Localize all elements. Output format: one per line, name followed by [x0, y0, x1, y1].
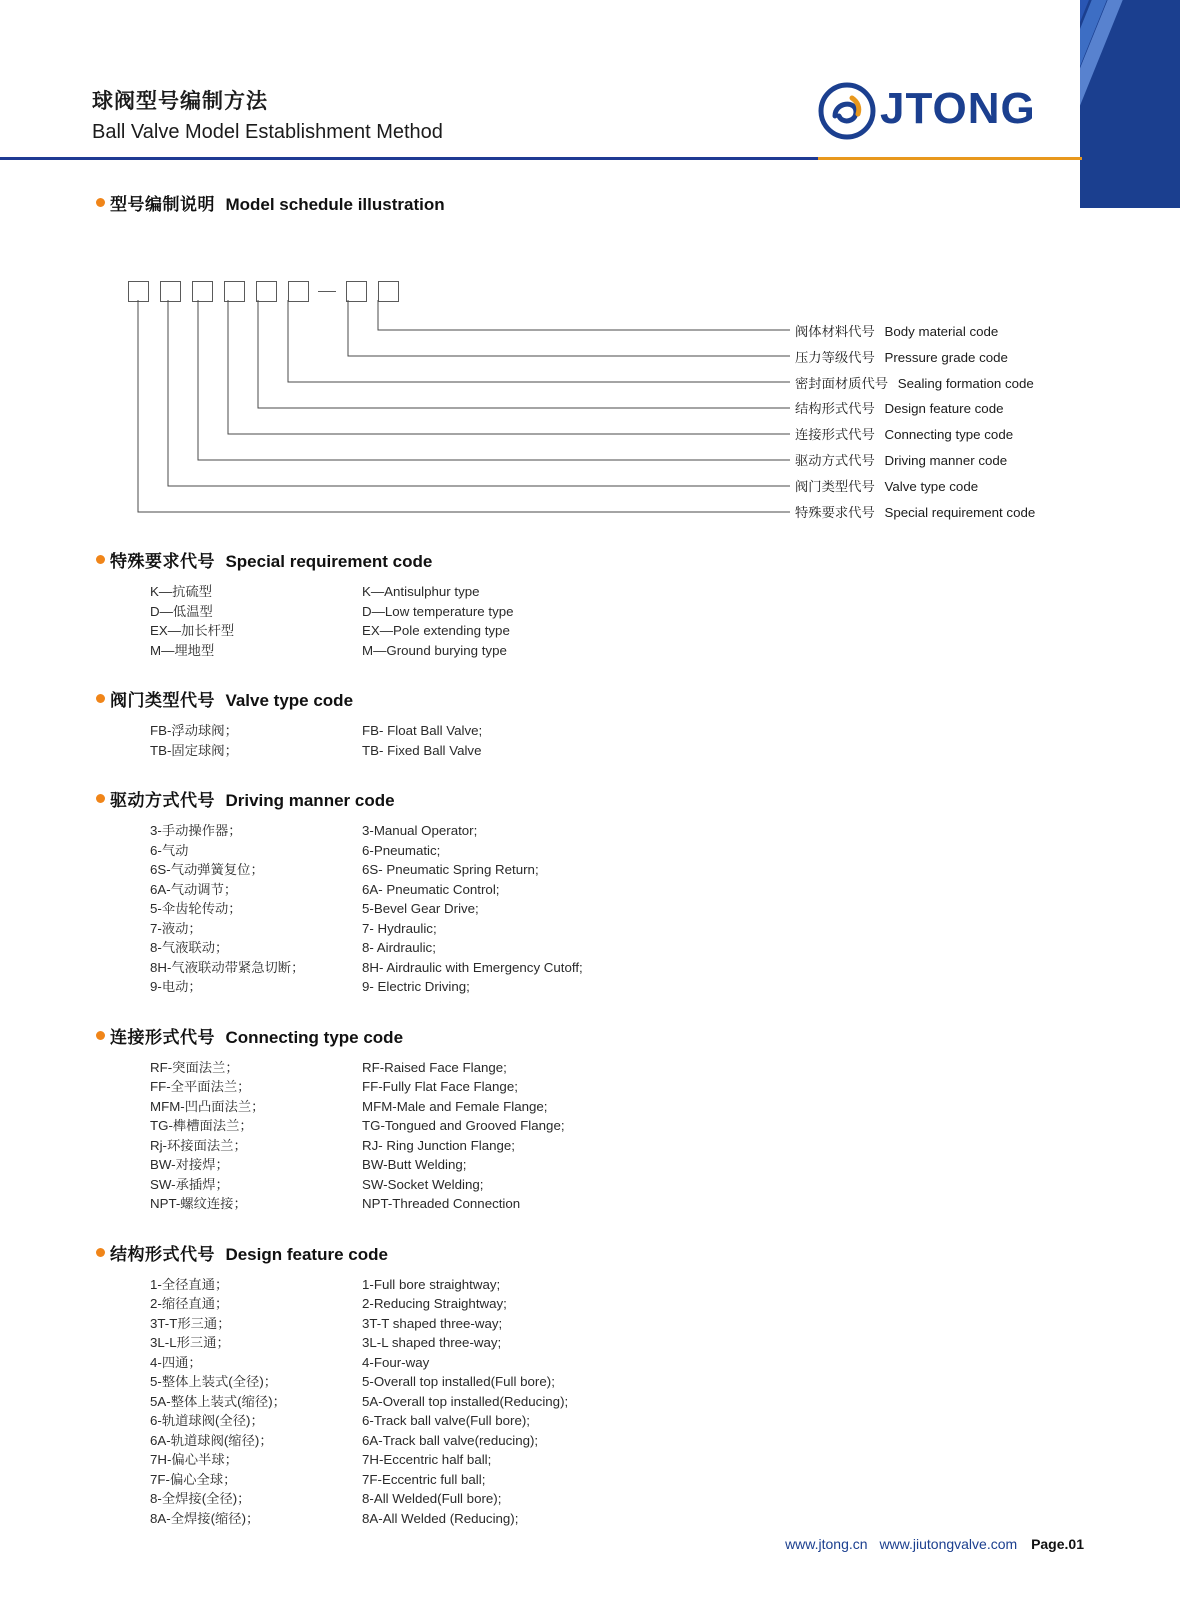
diagram-label-cn: 驱动方式代号 — [795, 452, 875, 468]
section-heading-cn: 连接形式代号 — [110, 1027, 215, 1047]
section-heading — [0, 1240, 1180, 1265]
bullet-icon — [96, 555, 105, 564]
list-item-en: 8- Airdraulic; — [362, 940, 436, 955]
diagram-label-cn: 连接形式代号 — [795, 427, 875, 443]
diagram-label-cn: 压力等级代号 — [795, 349, 875, 365]
company-logo — [818, 82, 1068, 140]
code-list — [0, 1058, 1180, 1214]
diagram-label-en: Valve type code — [884, 478, 979, 494]
list-item — [150, 1058, 1180, 1078]
bullet-icon — [96, 1248, 105, 1257]
page-title-cn: 球阀型号编制方法 — [92, 90, 268, 113]
list-item-cn: 9-电动； — [150, 979, 202, 994]
list-item-en: 8A-All Welded (Reducing); — [362, 1510, 519, 1526]
code-list — [0, 821, 1180, 997]
section-special-requirement — [0, 547, 1180, 660]
list-item — [150, 1470, 1180, 1490]
list-item — [150, 1509, 1180, 1529]
list-item-cn: NPT-螺纹连接； — [150, 1196, 247, 1211]
code-list — [0, 1275, 1180, 1529]
section-heading-en: Design feature code — [225, 1244, 388, 1264]
diagram-label-en: Driving manner code — [884, 452, 1008, 468]
section-heading — [0, 547, 1180, 572]
list-item — [150, 1314, 1180, 1334]
section-driving-manner — [0, 786, 1180, 997]
list-item-cn: 1-全径直通； — [150, 1276, 229, 1292]
section-design-feature — [0, 1240, 1180, 1529]
list-item-en: MFM-Male and Female Flange; — [362, 1098, 548, 1114]
list-item — [150, 1275, 1180, 1295]
header-banner-graphic — [1080, 0, 1180, 208]
list-item-en: TG-Tongued and Grooved Flange; — [362, 1118, 565, 1133]
list-item-en: M—Ground burying type — [362, 642, 507, 658]
section-heading — [0, 1023, 1180, 1048]
diagram-label — [795, 319, 1035, 345]
list-item-cn: 6-气动 — [150, 842, 189, 858]
diagram-label — [795, 474, 1035, 500]
list-item — [150, 1136, 1180, 1156]
list-item — [150, 1116, 1180, 1136]
list-item-cn: 8A-全焊接(缩径)； — [150, 1510, 260, 1526]
list-item-en: 3T-T shaped three-way; — [362, 1315, 503, 1331]
diagram-label-en: Connecting type code — [884, 427, 1014, 443]
diagram-label — [795, 371, 1035, 397]
list-item-en: EX—Pole extending type — [362, 623, 510, 638]
list-item-en: 6-Track ball valve(Full bore); — [362, 1413, 530, 1428]
list-item — [150, 1489, 1180, 1509]
diagram-label-cn: 密封面材质代号 — [795, 375, 889, 391]
list-item-en: 8-All Welded(Full bore); — [362, 1491, 502, 1506]
list-item — [150, 1194, 1180, 1214]
list-item-cn: 2-缩径直通； — [150, 1296, 229, 1311]
logo-swirl-icon — [818, 82, 876, 140]
list-item-en: 1-Full bore straightway; — [362, 1276, 501, 1292]
list-item — [150, 1372, 1180, 1392]
list-item-en: 6A-Track ball valve(reducing); — [362, 1432, 539, 1448]
footer-url-secondary[interactable]: www.jiutongvalve.com — [879, 1536, 1018, 1552]
code-list — [0, 721, 1180, 760]
diagram-label-cn: 特殊要求代号 — [795, 504, 875, 520]
list-item-en: 7H-Eccentric half ball; — [362, 1452, 492, 1467]
list-item-cn: 7H-偏心半球； — [150, 1452, 238, 1467]
list-item-en: RJ- Ring Junction Flange; — [362, 1137, 515, 1153]
list-item-en: 4-Four-way — [362, 1354, 430, 1370]
section-heading-cn: 驱动方式代号 — [110, 791, 215, 810]
section-heading — [0, 190, 1180, 215]
list-item-cn: 3-手动操作器； — [150, 823, 242, 838]
list-item — [150, 741, 1180, 761]
list-item-cn: BW-对接焊； — [150, 1157, 229, 1172]
list-item-en: K—Antisulphur type — [362, 584, 480, 599]
list-item — [150, 958, 1180, 978]
diagram-label-en: Sealing formation code — [897, 375, 1034, 391]
list-item — [150, 621, 1180, 641]
list-item — [150, 582, 1180, 602]
section-model-schedule — [0, 190, 1180, 525]
list-item-en: 5-Bevel Gear Drive; — [362, 901, 479, 916]
list-item-en: 6-Pneumatic; — [362, 842, 441, 858]
list-item-cn: 3T-T形三通； — [150, 1315, 231, 1331]
list-item — [150, 1155, 1180, 1175]
list-item-cn: 6A-轨道球阀(缩径)； — [150, 1432, 273, 1448]
list-item-cn: M—埋地型 — [150, 642, 215, 658]
list-item — [150, 641, 1180, 661]
list-item — [150, 860, 1180, 880]
header-titles — [92, 88, 443, 146]
list-item — [150, 1411, 1180, 1431]
list-item-en: 3-Manual Operator; — [362, 823, 478, 838]
list-item — [150, 1097, 1180, 1117]
list-item-cn: 6-轨道球阀(全径)； — [150, 1413, 264, 1428]
list-item-cn: FB-浮动球阀； — [150, 723, 238, 738]
list-item — [150, 1077, 1180, 1097]
bullet-icon — [96, 694, 105, 703]
list-item-cn: 5-整体上装式(全径)； — [150, 1374, 278, 1389]
diagram-label-cn: 结构形式代号 — [795, 401, 875, 417]
page-header — [0, 0, 1180, 160]
list-item-cn: 7F-偏心全球； — [150, 1471, 237, 1487]
diagram-label-en: Pressure grade code — [884, 349, 1008, 365]
list-item-cn: 3L-L形三通； — [150, 1335, 230, 1350]
section-heading-en: Special requirement code — [225, 552, 433, 571]
list-item — [150, 1450, 1180, 1470]
logo-wordmark: JTONG — [880, 84, 1036, 133]
section-heading-cn: 结构形式代号 — [110, 1244, 215, 1264]
model-code-diagram — [0, 225, 1180, 525]
page-content — [0, 190, 1180, 1534]
list-item-en: NPT-Threaded Connection — [362, 1196, 521, 1211]
list-item-cn: Rj-环接面法兰； — [150, 1137, 247, 1153]
list-item-en: FB- Float Ball Valve; — [362, 723, 483, 738]
list-item-en: 7- Hydraulic; — [362, 920, 437, 936]
section-heading-cn: 阀门类型代号 — [110, 691, 215, 710]
list-item — [150, 1294, 1180, 1314]
list-item-cn: TG-榫槽面法兰； — [150, 1118, 253, 1133]
list-item-en: D—Low temperature type — [362, 603, 514, 619]
section-heading-en: Driving manner code — [225, 791, 395, 810]
bullet-icon — [96, 198, 105, 207]
list-item-en: 8H- Airdraulic with Emergency Cutoff; — [362, 959, 583, 975]
list-item-en: TB- Fixed Ball Valve — [362, 742, 482, 758]
list-item — [150, 1333, 1180, 1353]
list-item — [150, 721, 1180, 741]
list-item — [150, 977, 1180, 997]
list-item-en: RF-Raised Face Flange; — [362, 1059, 507, 1075]
list-item — [150, 938, 1180, 958]
section-heading-en: Model schedule illustration — [225, 195, 445, 214]
list-item-cn: TB-固定球阀； — [150, 742, 238, 758]
list-item — [150, 1431, 1180, 1451]
list-item-cn: 4-四通； — [150, 1354, 202, 1370]
page-number: Page.01 — [1031, 1536, 1084, 1552]
list-item — [150, 841, 1180, 861]
list-item-cn: 5-伞齿轮传动； — [150, 901, 242, 916]
list-item-en: 3L-L shaped three-way; — [362, 1335, 502, 1350]
list-item-en: BW-Butt Welding; — [362, 1157, 467, 1172]
bullet-icon — [96, 1031, 105, 1040]
list-item-cn: 5A-整体上装式(缩径)； — [150, 1393, 286, 1409]
list-item — [150, 602, 1180, 622]
list-item-cn: SW-承插焊； — [150, 1176, 229, 1192]
list-item-cn: MFM-凹凸面法兰； — [150, 1098, 265, 1114]
diagram-label — [795, 396, 1035, 422]
section-heading — [0, 786, 1180, 811]
list-item — [150, 1353, 1180, 1373]
diagram-label-en: Special requirement code — [884, 504, 1036, 520]
diagram-label-en: Design feature code — [884, 401, 1004, 417]
page-title-en: Ball Valve Model Establishment Method — [92, 121, 443, 143]
list-item-cn: 8-气液联动； — [150, 940, 229, 955]
list-item — [150, 821, 1180, 841]
section-heading-cn: 特殊要求代号 — [110, 552, 215, 571]
diagram-label-cn: 阀体材料代号 — [795, 324, 875, 339]
list-item-cn: 7-液动； — [150, 920, 202, 936]
list-item-cn: 6A-气动调节； — [150, 881, 238, 897]
diagram-label — [795, 422, 1035, 448]
section-heading-cn: 型号编制说明 — [110, 195, 215, 214]
list-item-cn: K—抗硫型 — [150, 584, 213, 599]
list-item — [150, 1175, 1180, 1195]
list-item-cn: 8H-气液联动带紧急切断； — [150, 959, 305, 975]
list-item — [150, 919, 1180, 939]
diagram-label-cn: 阀门类型代号 — [795, 478, 875, 494]
list-item-cn: 8-全焊接(全径)； — [150, 1491, 251, 1506]
list-item-cn: FF-全平面法兰； — [150, 1079, 251, 1094]
list-item-en: FF-Fully Flat Face Flange; — [362, 1079, 518, 1094]
code-list — [0, 582, 1180, 660]
list-item — [150, 1392, 1180, 1412]
list-item-en: 7F-Eccentric full ball; — [362, 1471, 486, 1487]
page-footer — [0, 1536, 1180, 1552]
list-item-en: 9- Electric Driving; — [362, 979, 470, 994]
diagram-label — [795, 448, 1035, 474]
header-divider-orange — [818, 157, 1082, 160]
section-heading-en: Valve type code — [225, 691, 354, 710]
diagram-label-en: Body material code — [884, 324, 999, 339]
diagram-label — [795, 500, 1035, 526]
diagram-label — [795, 345, 1035, 371]
list-item-en: SW-Socket Welding; — [362, 1176, 484, 1192]
list-item-en: 5A-Overall top installed(Reducing); — [362, 1393, 569, 1409]
list-item-en: 6A- Pneumatic Control; — [362, 881, 500, 897]
list-item-cn: 6S-气动弹簧复位； — [150, 862, 264, 877]
list-item-cn: D—低温型 — [150, 603, 213, 619]
list-item — [150, 880, 1180, 900]
footer-url-primary[interactable]: www.jtong.cn — [785, 1536, 868, 1552]
list-item-en: 5-Overall top installed(Full bore); — [362, 1374, 555, 1389]
section-connecting-type — [0, 1023, 1180, 1214]
section-valve-type — [0, 686, 1180, 760]
bullet-icon — [96, 794, 105, 803]
list-item — [150, 899, 1180, 919]
list-item-en: 2-Reducing Straightway; — [362, 1296, 507, 1311]
section-heading — [0, 686, 1180, 711]
diagram-labels — [795, 319, 1035, 525]
list-item-cn: EX—加长杆型 — [150, 623, 235, 638]
list-item-en: 6S- Pneumatic Spring Return; — [362, 862, 539, 877]
list-item-cn: RF-突面法兰； — [150, 1059, 239, 1075]
section-heading-en: Connecting type code — [225, 1027, 404, 1047]
